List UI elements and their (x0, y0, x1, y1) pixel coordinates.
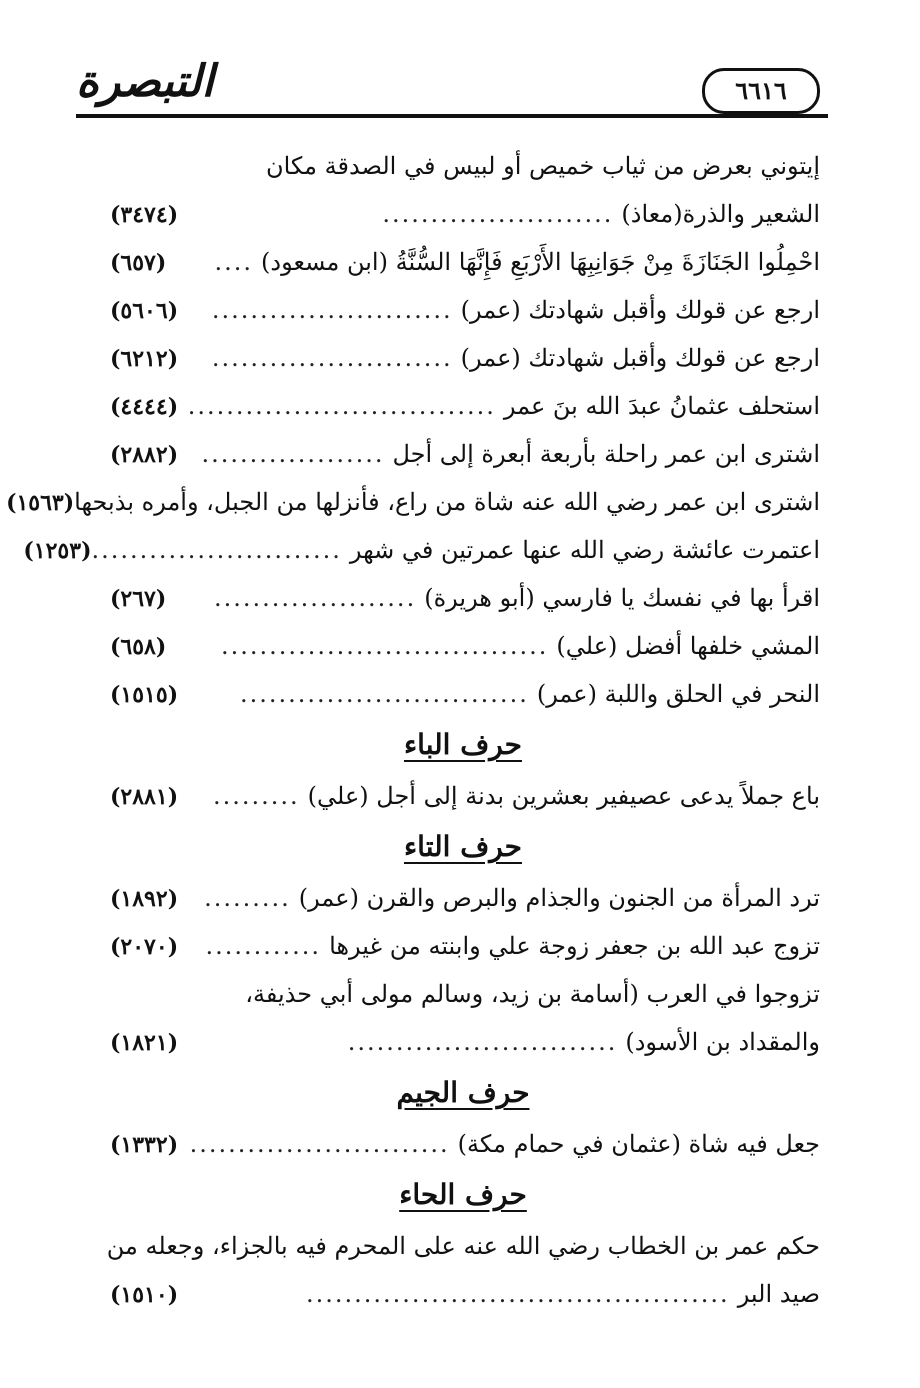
entry-reference-number: (٥٦٠٦) (110, 298, 179, 324)
entry-leader-dots: .................................. (221, 632, 549, 660)
entry-reference-number: (٦٥٨) (110, 634, 167, 660)
entry-leader-dots: .............................. (239, 680, 529, 708)
entry-reference-number: (١٨٢١) (110, 1030, 179, 1056)
entry-reference-number: (٦٢١٢) (110, 346, 179, 372)
index-entry (106, 922, 820, 970)
entry-text: جعل فيه شاة (عثمان في حمام مكة) (457, 1130, 820, 1158)
entry-leader-dots: .... (214, 248, 254, 276)
entry-reference-number: (١٢٥٣) (23, 538, 92, 564)
entry-leader-dots: .......................... (91, 536, 342, 564)
section-heading: حرف الجيم (396, 1076, 530, 1109)
entry-leader-dots: ................... (201, 440, 385, 468)
entry-text: ترد المرأة من الجنون والجذام والبرص والقرن (عمر) (298, 884, 820, 912)
index-entry (106, 382, 820, 430)
entry-text: ارجع عن قولك وأقبل شهادتك (عمر) (460, 296, 820, 324)
entry-text: إيتوني بعرض من ثياب خميص أو لبيس في الصدقة مكان (265, 152, 820, 180)
entry-reference-number: (٢٨٨١) (110, 784, 179, 810)
index-entry (6, 478, 820, 526)
entry-text: والمقداد بن الأسود) (625, 1028, 820, 1056)
entry-leader-dots: ........................... (189, 1130, 450, 1158)
index-entry (106, 1120, 820, 1168)
entry-text: ارجع عن قولك وأقبل شهادتك (عمر) (460, 344, 820, 372)
entry-text: باع جملاً يدعى عصيفير بعشرين بدنة إلى أجل (علي) (307, 782, 820, 810)
index-entry (106, 670, 820, 718)
entry-text: صيد البر (737, 1280, 820, 1308)
index-entry (106, 970, 820, 1018)
index-list (6, 142, 820, 1318)
entry-text: اقرأ بها في نفسك يا فارسي (أبو هريرة) (424, 584, 820, 612)
header-rule (76, 114, 828, 118)
entry-leader-dots: ............................................ (306, 1280, 730, 1308)
entry-reference-number: (١٨٩٢) (110, 886, 179, 912)
entry-text: اشترى ابن عمر رضي الله عنه شاة من راع، فأنزلها من الجبل، وأمره بذبحها (74, 488, 820, 516)
entry-reference-number: (٣٤٧٤) (110, 202, 179, 228)
entry-text: حكم عمر بن الخطاب رضي الله عنه على المحرم فيه بالجزاء، وجعله من (106, 1232, 820, 1260)
index-entry (106, 430, 820, 478)
entry-reference-number: (٢٦٧) (110, 586, 167, 612)
entry-reference-number: (١٣٣٢) (110, 1132, 179, 1158)
index-entry (106, 874, 820, 922)
entry-text: اعتمرت عائشة رضي الله عنها عمرتين في شهر (349, 536, 820, 564)
entry-text: تزوجوا في العرب (أسامة بن زيد، وسالم مولى أبي حذيفة، (245, 980, 820, 1008)
entry-leader-dots: ......... (204, 884, 291, 912)
page-number: ٦٦١٦ (702, 68, 820, 114)
entry-reference-number: (١٥٦٣) (6, 490, 75, 516)
index-entry (106, 238, 820, 286)
book-title: التبصرة (76, 56, 214, 107)
entry-text: احْمِلُوا الجَنَازَةَ مِنْ جَوَانِبِهَا الأَرْبَعِ فَإِنَّهَا السُّنَّةُ (ابن مسعود) (261, 248, 820, 276)
entry-reference-number: (١٥١٠) (110, 1282, 179, 1308)
entry-reference-number: (٦٥٧) (110, 250, 167, 276)
index-entry (106, 190, 820, 238)
entry-leader-dots: ............ (205, 932, 322, 960)
entry-leader-dots: ........................ (382, 200, 614, 228)
index-entry (106, 772, 820, 820)
index-entry (106, 142, 820, 190)
entry-reference-number: (٤٤٤٤) (110, 394, 179, 420)
entry-leader-dots: ......................... (211, 296, 453, 324)
entry-leader-dots: ..................... (213, 584, 417, 612)
index-entry (106, 286, 820, 334)
index-entry (106, 1270, 820, 1318)
index-entry (106, 1018, 820, 1066)
entry-text: الشعير والذرة(معاذ) (621, 200, 820, 228)
entry-text: النحر في الحلق واللبة (عمر) (536, 680, 820, 708)
entry-leader-dots: ......................... (211, 344, 453, 372)
section-heading: حرف التاء (404, 830, 522, 863)
index-entry (106, 1222, 820, 1270)
index-entry (106, 334, 820, 382)
entry-reference-number: (٢٨٨٢) (110, 442, 179, 468)
entry-text: اشترى ابن عمر راحلة بأربعة أبعرة إلى أجل (392, 440, 820, 468)
entry-reference-number: (١٥١٥) (110, 682, 179, 708)
entry-leader-dots: ......... (213, 782, 300, 810)
index-entry (23, 526, 820, 574)
entry-text: المشي خلفها أفضل (علي) (556, 632, 820, 660)
entry-leader-dots: ............................ (347, 1028, 618, 1056)
entry-text: تزوج عبد الله بن جعفر زوجة علي وابنته من غيرها (329, 932, 820, 960)
entry-text: استحلف عثمانُ عبدَ الله بنَ عمر (503, 392, 820, 420)
page-header (76, 50, 828, 122)
section-heading: حرف الحاء (399, 1178, 527, 1211)
index-entry (106, 574, 820, 622)
entry-leader-dots: ................................ (187, 392, 496, 420)
index-entry (106, 622, 820, 670)
entry-reference-number: (٢٠٧٠) (110, 934, 179, 960)
section-heading: حرف الباء (404, 728, 522, 761)
